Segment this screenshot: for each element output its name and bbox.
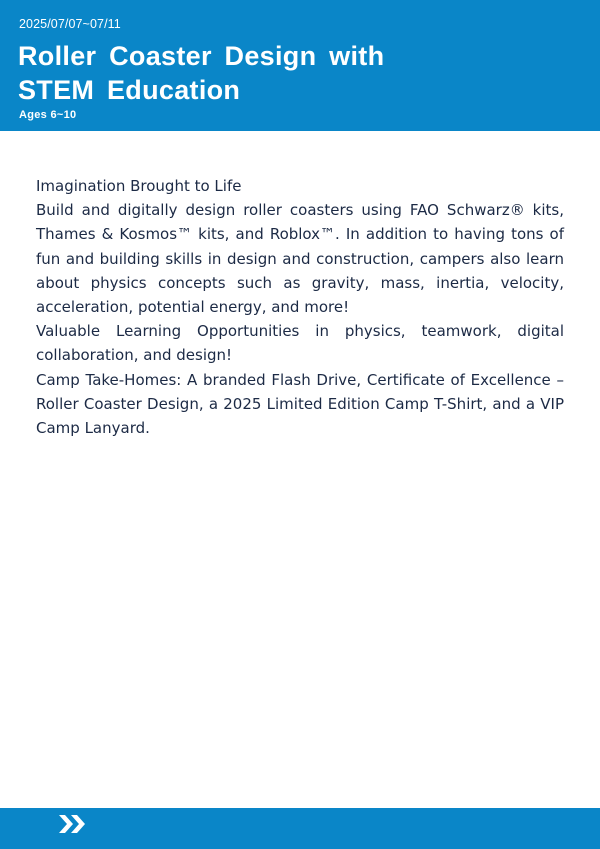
camp-dates: 2025/07/07~07/11 [19, 17, 121, 31]
takehomes-paragraph: Camp Take-Homes: A branded Flash Drive, Certificate of Excellence – Roller Coaster Design, a 2025 Limited Edition Camp T-Shirt, and a VIP Camp Lanyard. [36, 370, 564, 438]
description-paragraph: Build and digitally design roller coasters using FAO Schwarz® kits, Thames & Kosmos™ kits, and Roblox™. In addition to having tons of fun and building skills in design and construction, campers also learn about physics concepts such as gravity, mass, inertia, velocity, acceleration, potential energy, and more! [36, 201, 564, 317]
age-range: Ages 6~10 [19, 109, 77, 121]
page-title: Roller Coaster Design with STEM Education [18, 41, 385, 105]
subtitle: Imagination Brought to Life [36, 177, 242, 195]
header-banner [0, 0, 600, 131]
footer-banner [0, 808, 600, 849]
double-chevron-right-icon [59, 815, 87, 833]
camp-description [36, 174, 564, 440]
learning-paragraph: Valuable Learning Opportunities in physics, teamwork, digital collaboration, and design! [36, 322, 564, 365]
